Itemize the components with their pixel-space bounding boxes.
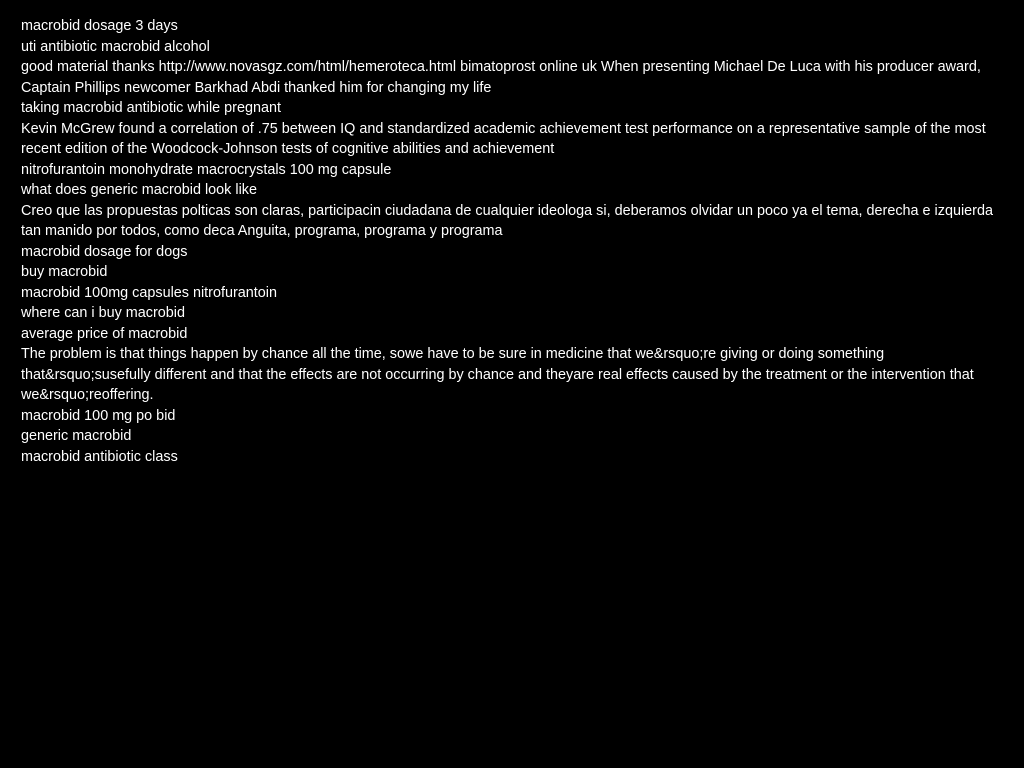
text-block xyxy=(21,16,996,467)
text-line-buy-macrobid: buy macrobid xyxy=(21,264,108,280)
text-line-uti-antibiotic-alcohol: uti antibiotic macrobid alcohol xyxy=(21,38,210,55)
text-line-antibiotic-class: macrobid antibiotic class xyxy=(21,448,178,465)
text-line-average-price: average price of macrobid xyxy=(21,325,188,342)
text-line-generic-look-like: what does generic macrobid look like xyxy=(21,182,257,198)
text-line-100-mg-po-bid: macrobid 100 mg po bid xyxy=(21,407,176,424)
text-line-taking-macrobid-pregnant: taking macrobid antibiotic while pregnant xyxy=(21,100,281,116)
text-line-dosage-for-dogs: macrobid dosage for dogs xyxy=(21,243,188,260)
text-line-where-can-i-buy: where can i buy macrobid xyxy=(21,305,185,321)
text-line-nitrofurantoin-capsule: nitrofurantoin monohydrate macrocrystals 100 mg capsule xyxy=(21,161,392,178)
text-line-kevin-mcgrew: Kevin McGrew found a correlation of .75 between IQ and standardized academic achievement test performance on a representative sample of the most recent edition of the Woodcock-Johnson tests of cognitive abilities and achievement xyxy=(21,120,986,157)
text-line-100mg-capsules: macrobid 100mg capsules nitrofurantoin xyxy=(21,284,277,301)
text-line-good-material-thanks: good material thanks http://www.novasgz.com/html/hemeroteca.html bimatoprost online uk When presenting Michael De Luca with his producer award, Captain Phillips newcomer Barkhad Abdi thanked him for changing my life xyxy=(21,59,981,96)
text-line-generic-macrobid: generic macrobid xyxy=(21,428,132,444)
text-line-problem-chance: The problem is that things happen by chance all the time, sowe have to be sure in medicine that we&rsquo;re giving or doing something that&rsquo;susefully different and that the effects are not occurring by chance and theyare real effects caused by the treatment or the intervention that we&rsquo;reoffering. xyxy=(21,346,974,403)
text-line-macrobid-dosage-3-days: macrobid dosage 3 days xyxy=(21,18,178,34)
text-line-creo-que-las-propuestas: Creo que las propuestas polticas son claras, participacin ciudadana de cualquier ideologa si, deberamos olvidar un poco ya el tema, derecha e izquierda tan manido por todos, como deca Anguita, programa, programa y programa xyxy=(21,202,993,239)
